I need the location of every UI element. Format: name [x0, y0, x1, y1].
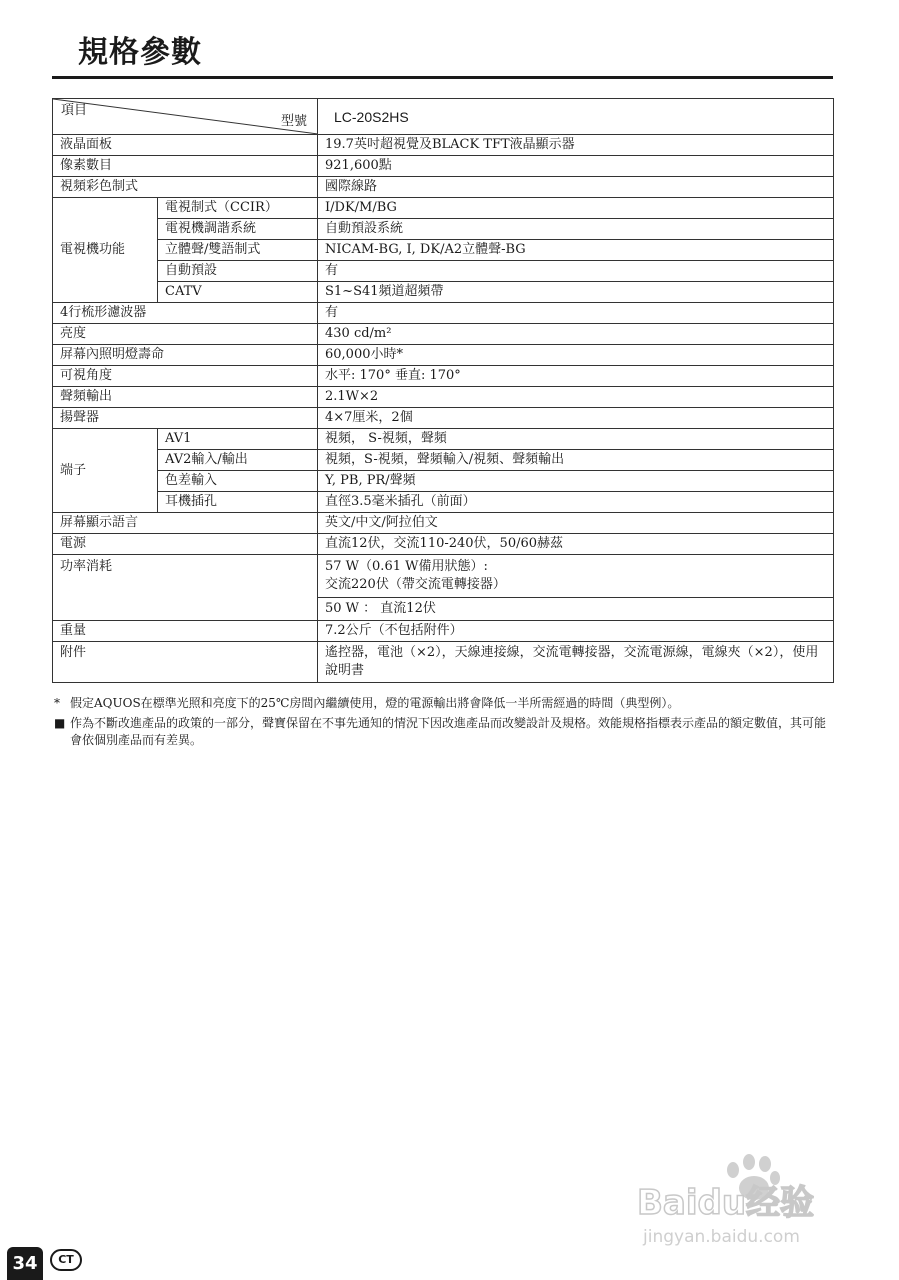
asterisk-mark: * — [54, 696, 60, 710]
spec-value — [318, 555, 834, 598]
spec-label: 附件 — [53, 642, 318, 683]
spec-label: 聲頻輸出 — [53, 387, 318, 408]
spec-label: 視頻彩色制式 — [53, 177, 318, 198]
spec-value: 有 — [318, 303, 834, 324]
spec-row — [53, 555, 834, 598]
spec-row — [53, 534, 834, 555]
spec-value: 4×7厘米，2個 — [318, 408, 834, 429]
spec-value: 視頻， S-視頻，聲頻 — [318, 429, 834, 450]
spec-value: 19.7英吋超視覺及BLACK TFT液晶顯示器 — [318, 135, 834, 156]
spec-value: 遙控器，電池（×2），天線連接線，交流電轉接器，交流電源線，電線夾（×2），使用說明書 — [318, 642, 834, 683]
spec-label: 可視角度 — [53, 366, 318, 387]
spec-value: 直流12伏，交流110-240伏，50/60赫茲 — [318, 534, 834, 555]
spec-sublabel: 耳機插孔 — [158, 492, 318, 513]
spec-row — [53, 135, 834, 156]
spec-row — [53, 621, 834, 642]
header-diagonal-cell — [53, 99, 318, 135]
spec-label: 屏幕顯示語言 — [53, 513, 318, 534]
spec-row — [53, 429, 834, 450]
spec-value: 國際線路 — [318, 177, 834, 198]
page-number: 34 — [7, 1247, 43, 1280]
spec-value: 50 W ： 直流12伏 — [318, 598, 834, 621]
spec-value: Y, PB, PR/聲頻 — [318, 471, 834, 492]
spec-value: S1~S41頻道超頻帶 — [318, 282, 834, 303]
spec-row — [53, 240, 834, 261]
header-model-value: LC-20S2HS — [318, 99, 834, 135]
spec-value: 水平: 170° 垂直: 170° — [318, 366, 834, 387]
spec-sublabel: 立體聲/雙語制式 — [158, 240, 318, 261]
spec-label: 重量 — [53, 621, 318, 642]
watermark-brand: Baidu经验 — [637, 1183, 815, 1223]
spec-row — [53, 198, 834, 219]
spec-row — [53, 303, 834, 324]
spec-label: 液晶面板 — [53, 135, 318, 156]
spec-label: 亮度 — [53, 324, 318, 345]
spec-row — [53, 408, 834, 429]
spec-row — [53, 471, 834, 492]
note-item — [52, 715, 833, 749]
spec-row — [53, 219, 834, 240]
spec-group-label: 端子 — [53, 429, 158, 513]
spec-sublabel: 自動預設 — [158, 261, 318, 282]
header-item-label: 項目 — [61, 103, 88, 118]
spec-sublabel: AV1 — [158, 429, 318, 450]
square-bullet-icon: ■ — [54, 716, 66, 730]
spec-value: 自動預設系統 — [318, 219, 834, 240]
note-text: 作為不斷改進產品的政策的一部分，聲寶保留在不事先通知的情況下因改進產品而改變設計及規格。效能規格指標表示產品的額定數值，其可能會依個別產品而有差異。 — [70, 716, 827, 747]
spec-label: 屏幕內照明燈壽命 — [53, 345, 318, 366]
spec-row — [53, 513, 834, 534]
spec-row — [53, 387, 834, 408]
spec-value: 直徑3.5毫米插孔（前面） — [318, 492, 834, 513]
spec-row — [53, 282, 834, 303]
spec-label: 揚聲器 — [53, 408, 318, 429]
power-ac-line2: 交流220伏（帶交流電轉接器） — [325, 577, 506, 592]
title-rule — [52, 76, 833, 79]
baidu-watermark — [635, 1142, 850, 1252]
spec-label: 功率消耗 — [53, 555, 318, 621]
spec-row — [53, 261, 834, 282]
spec-header-row — [53, 99, 834, 135]
spec-value: 有 — [318, 261, 834, 282]
spec-row — [53, 642, 834, 683]
page-title: 規格參數 — [78, 35, 202, 70]
spec-group-label: 電視機功能 — [53, 198, 158, 303]
spec-value: I/DK/M/BG — [318, 198, 834, 219]
notes — [52, 695, 833, 752]
spec-row — [53, 345, 834, 366]
spec-label: 電源 — [53, 534, 318, 555]
spec-value: 視頻，S-視頻，聲頻輸入/視頻、聲頻輸出 — [318, 450, 834, 471]
spec-value: 2.1W×2 — [318, 387, 834, 408]
spec-table — [52, 98, 834, 683]
spec-sublabel: 電視制式（CCIR） — [158, 198, 318, 219]
note-text: 假定AQUOS在標準光照和亮度下的25℃房間內繼續使用，燈的電源輸出將會降低一半所需經過的時間（典型例）。 — [70, 696, 680, 710]
spec-row — [53, 177, 834, 198]
spec-sublabel: 電視機調諧系統 — [158, 219, 318, 240]
header-diagonal-line — [53, 99, 318, 134]
spec-row — [53, 450, 834, 471]
spec-sublabel: CATV — [158, 282, 318, 303]
spec-value: 921,600點 — [318, 156, 834, 177]
spec-label: 4行梳形濾波器 — [53, 303, 318, 324]
note-item — [52, 695, 833, 712]
spec-sublabel: AV2輸入/輸出 — [158, 450, 318, 471]
spec-value: 430 cd/m² — [318, 324, 834, 345]
watermark-url: jingyan.baidu.com — [643, 1227, 800, 1247]
power-ac-line1: 57 W（0.61 W備用狀態）: — [325, 559, 488, 574]
spec-value: 7.2公斤（不包括附件） — [318, 621, 834, 642]
header-model-label: 型號 — [280, 114, 307, 129]
spec-value: 60,000小時* — [318, 345, 834, 366]
spec-row — [53, 492, 834, 513]
spec-label: 像素數目 — [53, 156, 318, 177]
spec-value: 英文/中文/阿拉伯文 — [318, 513, 834, 534]
spec-value: NICAM-BG, I, DK/A2立體聲-BG — [318, 240, 834, 261]
spec-row — [53, 366, 834, 387]
spec-sublabel: 色差輸入 — [158, 471, 318, 492]
language-badge: CT — [50, 1249, 82, 1271]
spec-row — [53, 324, 834, 345]
spec-row — [53, 156, 834, 177]
